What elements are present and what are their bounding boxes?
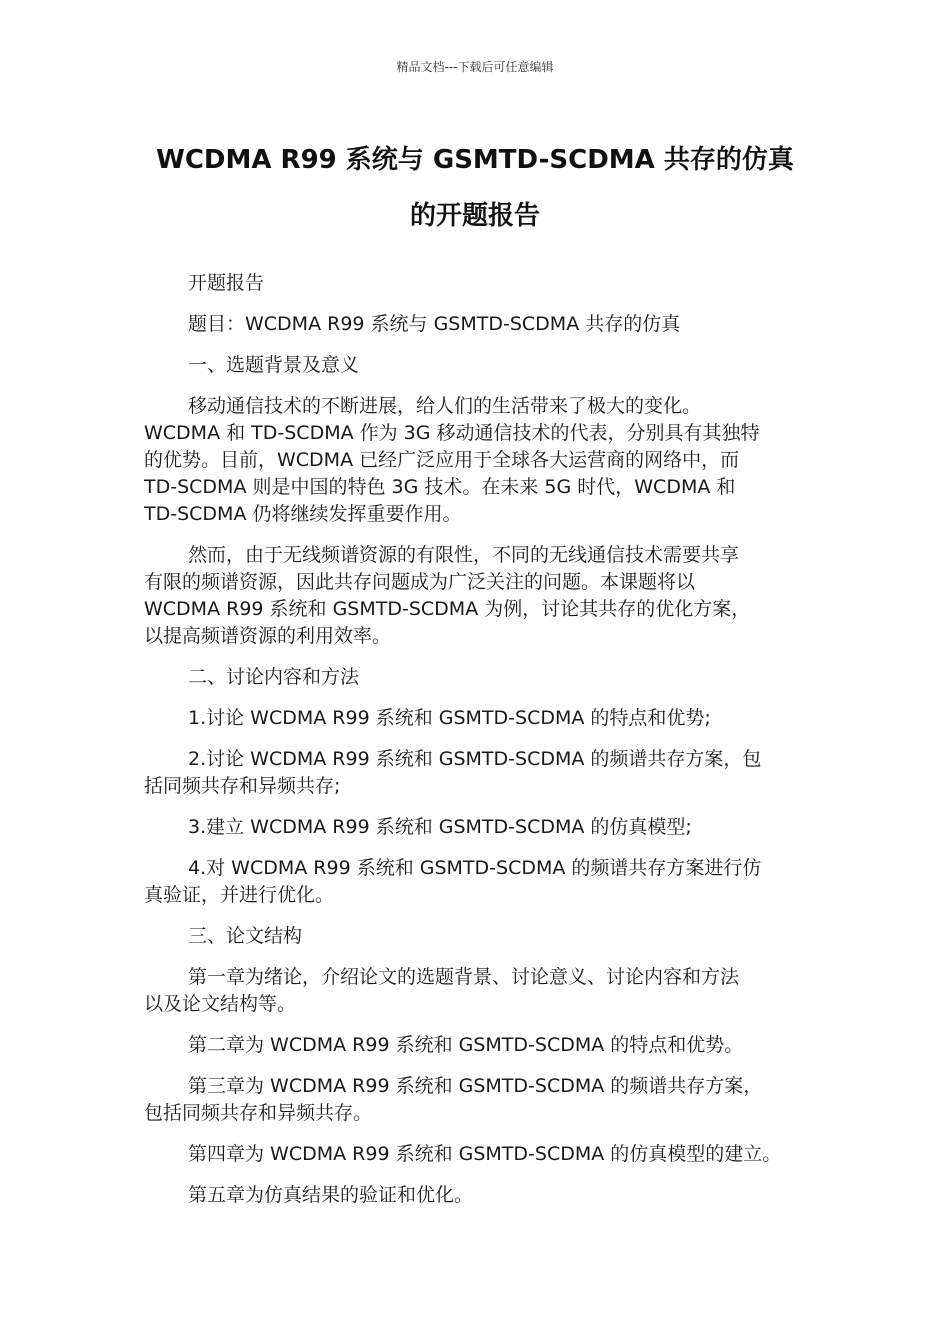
chapter-2: 第二章为 WCDMA R99 系统和 GSMTD-SCDMA 的特点和优势。 — [188, 1034, 744, 1056]
chapter-1 — [144, 964, 812, 1018]
paragraph-line: 然而，由于无线频谱资源的有限性，不同的无线通信技术需要共享 — [188, 544, 740, 566]
document-title — [100, 132, 850, 244]
section-heading-content-methods: 二、讨论内容和方法 — [188, 666, 360, 688]
list-item-line: 真验证，并进行优化。 — [144, 884, 335, 906]
list-item-line: 4.对 WCDMA R99 系统和 GSMTD-SCDMA 的频谱共存方案进行仿 — [188, 857, 762, 879]
chapter-4: 第四章为 WCDMA R99 系统和 GSMTD-SCDMA 的仿真模型的建立。 — [188, 1143, 782, 1165]
paragraph-coexistence — [144, 542, 812, 650]
section-heading-background: 一、选题背景及意义 — [188, 354, 360, 376]
paragraph-line: TD-SCDMA 仍将继续发挥重要作用。 — [144, 503, 462, 525]
list-item-4 — [144, 855, 812, 909]
chapter-line: 包括同频共存和异频共存。 — [144, 1102, 373, 1124]
chapter-3 — [144, 1073, 812, 1127]
list-item-2 — [144, 746, 812, 800]
paragraph-background — [144, 393, 812, 528]
chapter-line: 第三章为 WCDMA R99 系统和 GSMTD-SCDMA 的频谱共存方案， — [188, 1075, 763, 1097]
page-header: 精品文档---下载后可任意编辑 — [396, 60, 554, 74]
title-line-1: WCDMA R99 系统与 GSMTD-SCDMA 共存的仿真 — [156, 145, 794, 175]
paragraph-line: 以提高频谱资源的利用效率。 — [144, 625, 392, 647]
paragraph-line: 的优势。目前，WCDMA 已经广泛应用于全球各大运营商的网络中，而 — [144, 449, 740, 471]
list-item-3: 3.建立 WCDMA R99 系统和 GSMTD-SCDMA 的仿真模型; — [188, 816, 692, 838]
paragraph-line: WCDMA 和 TD-SCDMA 作为 3G 移动通信技术的代表，分别具有其独特 — [144, 422, 760, 444]
document-body — [144, 270, 812, 1223]
paragraph-line: 移动通信技术的不断进展，给人们的生活带来了极大的变化。 — [188, 395, 702, 417]
list-item-1: 1.讨论 WCDMA R99 系统和 GSMTD-SCDMA 的特点和优势; — [188, 707, 711, 729]
list-item-line: 括同频共存和异频共存; — [144, 775, 341, 797]
topic-line: 题目：WCDMA R99 系统与 GSMTD-SCDMA 共存的仿真 — [188, 313, 681, 335]
paragraph-line: TD-SCDMA 则是中国的特色 3G 技术。在未来 5G 时代，WCDMA 和 — [144, 476, 736, 498]
paragraph-line: 有限的频谱资源，因此共存问题成为广泛关注的问题。本课题将以 — [144, 571, 696, 593]
paragraph-line: WCDMA R99 系统和 GSMTD-SCDMA 为例，讨论其共存的优化方案， — [144, 598, 751, 620]
list-item-line: 2.讨论 WCDMA R99 系统和 GSMTD-SCDMA 的频谱共存方案，包 — [188, 748, 762, 770]
report-label: 开题报告 — [188, 272, 265, 294]
chapter-line: 第一章为绪论，介绍论文的选题背景、讨论意义、讨论内容和方法 — [188, 966, 740, 988]
section-heading-structure: 三、论文结构 — [188, 925, 303, 947]
title-line-2: 的开题报告 — [409, 201, 540, 231]
chapter-line: 以及论文结构等。 — [144, 993, 297, 1015]
chapter-5: 第五章为仿真结果的验证和优化。 — [188, 1184, 474, 1206]
